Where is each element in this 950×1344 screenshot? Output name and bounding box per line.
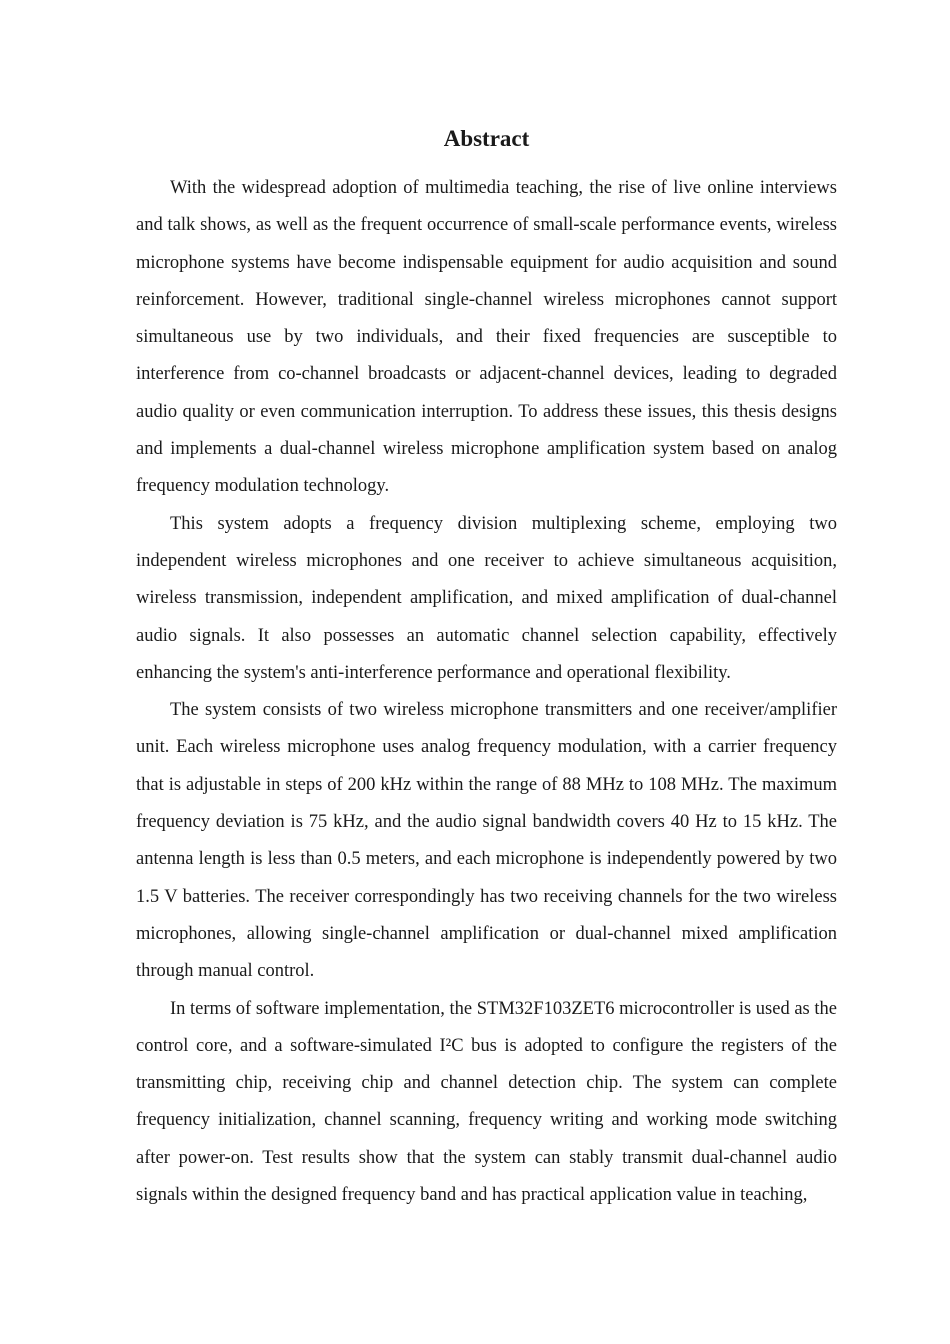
abstract-paragraph-2: This system adopts a frequency division multiplexing scheme, employing two independent wireless microphones and one receiver to achieve simultaneous acquisition, wireless transmission, independent amplification, and mixed amplification of dual-channel audio signals. It also possesses an automatic channel selection capability, effectively enhancing the system's anti-interference performance and operational flexibility. (136, 513, 837, 683)
abstract-section (136, 121, 837, 1214)
abstract-paragraph-3: The system consists of two wireless microphone transmitters and one receiver/amplifier unit. Each wireless microphone uses analog frequency modulation, with a carrier frequency that is adjustable in steps of 200 kHz within the range of 88 MHz to 108 MHz. The maximum frequency deviation is 75 kHz, and the audio signal bandwidth covers 40 Hz to 15 kHz. The antenna length is less than 0.5 meters, and each microphone is independently powered by two 1.5 V batteries. The receiver correspondingly has two receiving channels for the two wireless microphones, allowing single-channel amplification or dual-channel mixed amplification through manual control. (136, 700, 837, 982)
page-title: Abstract (443, 126, 530, 151)
abstract-paragraph-1: With the widespread adoption of multimedia teaching, the rise of live online interviews and talk shows, as well as the frequent occurrence of small-scale performance events, wireless microphone systems have become indispensable equipment for audio acquisition and sound reinforcement. However, traditional single-channel wireless microphones cannot support simultaneous use by two individuals, and their fixed frequencies are susceptible to interference from co-channel broadcasts or adjacent-channel devices, leading to degraded audio quality or even communication interruption. To address these issues, this thesis designs and implements a dual-channel wireless microphone amplification system based on analog frequency modulation technology. (136, 178, 837, 497)
abstract-paragraph-4: In terms of software implementation, the STM32F103ZET6 microcontroller is used as the control core, and a software-simulated I²C bus is adopted to configure the registers of the transmitting chip, receiving chip and channel detection chip. The system can complete frequency initialization, channel scanning, frequency writing and working mode switching after power-on. Test results show that the system can stably transmit dual-channel audio signals within the designed frequency band and has practical application value in teaching, (136, 998, 837, 1206)
